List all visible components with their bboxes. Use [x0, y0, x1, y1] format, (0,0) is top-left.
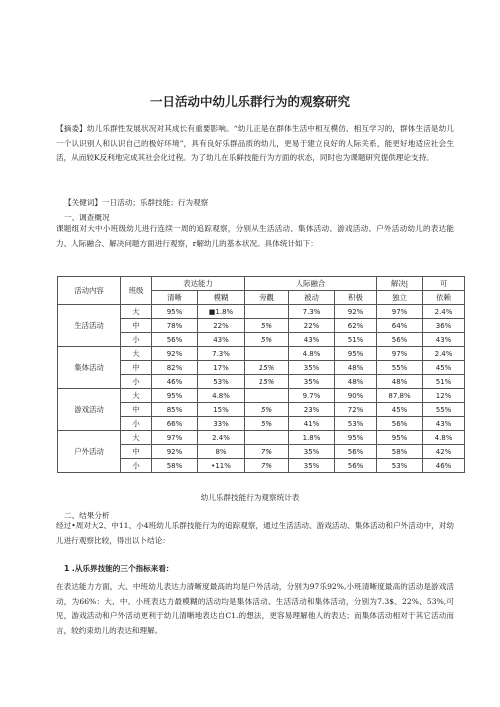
passive-value-cell: 41% — [289, 417, 335, 431]
bystander-value-cell: 5% — [245, 403, 289, 417]
clear-value-cell: 97% — [152, 431, 198, 445]
header-vague: 模糊 — [198, 291, 245, 305]
active-value-cell: 62% — [335, 319, 377, 333]
keywords-line: 【关健词】一日活动；乐群技能；行为观察 — [64, 198, 209, 207]
dependent-value-cell: 4.8% — [423, 431, 465, 445]
table-row — [58, 347, 465, 361]
grade-level-cell: 大 — [121, 389, 152, 403]
passive-value-cell: 35% — [289, 445, 335, 459]
section1-heading: 一、调查概况 — [64, 213, 110, 222]
vague-value-cell: 17% — [198, 361, 245, 375]
bystander-value-cell: 15% — [245, 361, 289, 375]
active-value-cell: 92% — [335, 305, 377, 319]
activity-name-cell: 集体活动 — [58, 347, 121, 389]
document-title: 一日活动中幼儿乐群行为的观察研究 — [149, 94, 350, 109]
section2-paragraph: 经过•周对大2、中11、小4班幼儿乐群技能行为的追踪观察，通过生活活动、游戏活动、集体活动和户外活动中，对幼儿进行观察比较，得出以卜结论： — [56, 521, 454, 545]
independent-value-cell: 97% — [377, 347, 423, 361]
header-solve: 解决| — [377, 277, 423, 291]
vague-value-cell: ■1.8% — [198, 305, 245, 319]
dependent-value-cell: 43% — [423, 333, 465, 347]
subheading: 1 .从乐界技能的三个指标来看： — [64, 564, 174, 573]
grade-level-cell: 中 — [121, 445, 152, 459]
header-clear: 清晰 — [152, 291, 198, 305]
dependent-value-cell: 51% — [423, 375, 465, 389]
header-grade: 班级 — [121, 277, 152, 305]
vague-value-cell: 7.3% — [198, 347, 245, 361]
independent-value-cell: 56% — [377, 417, 423, 431]
vague-value-cell: 22% — [198, 319, 245, 333]
vague-value-cell: 2.4% — [198, 431, 245, 445]
clear-value-cell: 56% — [152, 333, 198, 347]
header-independent: 独立 — [377, 291, 423, 305]
dependent-value-cell: 2.4% — [423, 347, 465, 361]
passive-value-cell: 9.7% — [289, 389, 335, 403]
grade-level-cell: 小 — [121, 375, 152, 389]
dependent-value-cell: 42% — [423, 445, 465, 459]
abstract-paragraph: 【摘委】幼儿乐群性发展状况对其成长有重要影响。“幼儿正是在群体生活中相互模仿、相互学习的，群体生活是幼儿一个认识别人和认识自己的极好环境”，具有良好乐群品质的幼儿，更易于建立良好的人际关系，能更好地适应社会生活，从而较K反利地完成其社会化过程。为了幼儿在乐鲜技能行为方面的状态，同时也为课题研究提供理论支持。 — [56, 124, 454, 163]
table-caption: 幼儿乐群技能行为观察统计表 — [200, 493, 300, 502]
passive-value-cell: 22% — [289, 319, 335, 333]
independent-value-cell: 48% — [377, 375, 423, 389]
active-value-cell: 72% — [335, 403, 377, 417]
active-value-cell: 56% — [335, 459, 377, 473]
passive-value-cell: 4.8% — [289, 347, 335, 361]
active-value-cell: 48% — [335, 361, 377, 375]
dependent-value-cell: 43% — [423, 417, 465, 431]
independent-value-cell: 53% — [377, 459, 423, 473]
active-value-cell: 95% — [335, 431, 377, 445]
grade-level-cell: 中 — [121, 319, 152, 333]
independent-value-cell: 87.8% — [377, 389, 423, 403]
active-value-cell: 53% — [335, 417, 377, 431]
vague-value-cell: 53% — [198, 375, 245, 389]
passive-value-cell: 35% — [289, 375, 335, 389]
vague-value-cell: 8% — [198, 445, 245, 459]
active-value-cell: 51% — [335, 333, 377, 347]
independent-value-cell: 95% — [377, 431, 423, 445]
table-row — [58, 431, 465, 445]
dependent-value-cell: 36% — [423, 319, 465, 333]
bystander-value-cell — [245, 431, 289, 445]
grade-level-cell: 大 — [121, 347, 152, 361]
grade-level-cell: 大 — [121, 431, 152, 445]
header-dependent: 依赖 — [423, 291, 465, 305]
clear-value-cell: 66% — [152, 417, 198, 431]
dependent-value-cell: 55% — [423, 403, 465, 417]
clear-value-cell: 82% — [152, 361, 198, 375]
header-interpersonal: 人际融合 — [245, 277, 377, 291]
independent-value-cell: 64% — [377, 319, 423, 333]
dependent-value-cell: 45% — [423, 361, 465, 375]
grade-level-cell: 小 — [121, 333, 152, 347]
grade-level-cell: 大 — [121, 305, 152, 319]
active-value-cell: 48% — [335, 375, 377, 389]
clear-value-cell: 85% — [152, 403, 198, 417]
clear-value-cell: 95% — [152, 305, 198, 319]
statistics-table — [57, 276, 465, 473]
final-paragraph: 在表达能力方面，大、中班幼儿表达力清晰度最高的均是户外活动，分别为97乐92%,小班清晰度最高的活动是游戏活动，为66%：大、中、小班表达力最模糊的活动均是集体活动、生活活动和集体活动，分别为7.3$、22%、53%,可见，游戏活动和户外活动更利于幼儿清晰地表达自C1.的想法，更容易理解他人的表达；而集体活动相对于其它活动而言，较约束幼儿的表达和理解。 — [56, 582, 454, 635]
passive-value-cell: 1.8% — [289, 431, 335, 445]
independent-value-cell: 58% — [377, 445, 423, 459]
independent-value-cell: 45% — [377, 403, 423, 417]
active-value-cell: 56% — [335, 445, 377, 459]
clear-value-cell: 58% — [152, 459, 198, 473]
passive-value-cell: 23% — [289, 403, 335, 417]
activity-name-cell: 游戏活动 — [58, 389, 121, 431]
dependent-value-cell: 12% — [423, 389, 465, 403]
header-expression: 表达能力 — [152, 277, 245, 291]
bystander-value-cell — [245, 389, 289, 403]
vague-value-cell: •11% — [198, 459, 245, 473]
vague-value-cell: 43% — [198, 333, 245, 347]
clear-value-cell: 92% — [152, 347, 198, 361]
passive-value-cell: 35% — [289, 459, 335, 473]
table-row — [58, 389, 465, 403]
table-row — [58, 305, 465, 319]
clear-value-cell: 95% — [152, 389, 198, 403]
grade-level-cell: 中 — [121, 403, 152, 417]
header-activity: 活动内容 — [58, 277, 121, 305]
bystander-value-cell: 7% — [245, 445, 289, 459]
bystander-value-cell — [245, 347, 289, 361]
bystander-value-cell: 5% — [245, 333, 289, 347]
header-bystander: 旁觀 — [245, 291, 289, 305]
bystander-value-cell: 7% — [245, 459, 289, 473]
header-passive: 被动 — [289, 291, 335, 305]
grade-level-cell: 中 — [121, 361, 152, 375]
dependent-value-cell: 2.4% — [423, 305, 465, 319]
passive-value-cell: 7.3% — [289, 305, 335, 319]
vague-value-cell: 15% — [198, 403, 245, 417]
grade-level-cell: 小 — [121, 459, 152, 473]
clear-value-cell: 92% — [152, 445, 198, 459]
grade-level-cell: 小 — [121, 417, 152, 431]
active-value-cell: 90% — [335, 389, 377, 403]
header-active: 积极 — [335, 291, 377, 305]
section1-paragraph: 课题组对大中小班级幼儿进行连续一周的追踪观察，分别从生活活动、集体活动、游戏活动、户外活动幼儿的表达能力、人际融合、解决问题方面进行观察，r解幼儿的基本状况。具体统计如下： — [56, 224, 454, 248]
section2-heading: 二、结果分析 — [64, 511, 110, 520]
bystander-value-cell — [245, 305, 289, 319]
activity-name-cell: 生活活动 — [58, 305, 121, 347]
bystander-value-cell: 15% — [245, 375, 289, 389]
independent-value-cell: 56% — [377, 333, 423, 347]
table-body — [58, 305, 465, 473]
independent-value-cell: 55% — [377, 361, 423, 375]
passive-value-cell: 35% — [289, 361, 335, 375]
passive-value-cell: 43% — [289, 333, 335, 347]
header-solve-extra: 可 — [423, 277, 465, 291]
vague-value-cell: 33% — [198, 417, 245, 431]
clear-value-cell: 46% — [152, 375, 198, 389]
independent-value-cell: 97% — [377, 305, 423, 319]
clear-value-cell: 78% — [152, 319, 198, 333]
dependent-value-cell: 46% — [423, 459, 465, 473]
bystander-value-cell: 5% — [245, 417, 289, 431]
vague-value-cell: 4.8% — [198, 389, 245, 403]
active-value-cell: 95% — [335, 347, 377, 361]
bystander-value-cell: 5% — [245, 319, 289, 333]
activity-name-cell: 户外活动 — [58, 431, 121, 473]
